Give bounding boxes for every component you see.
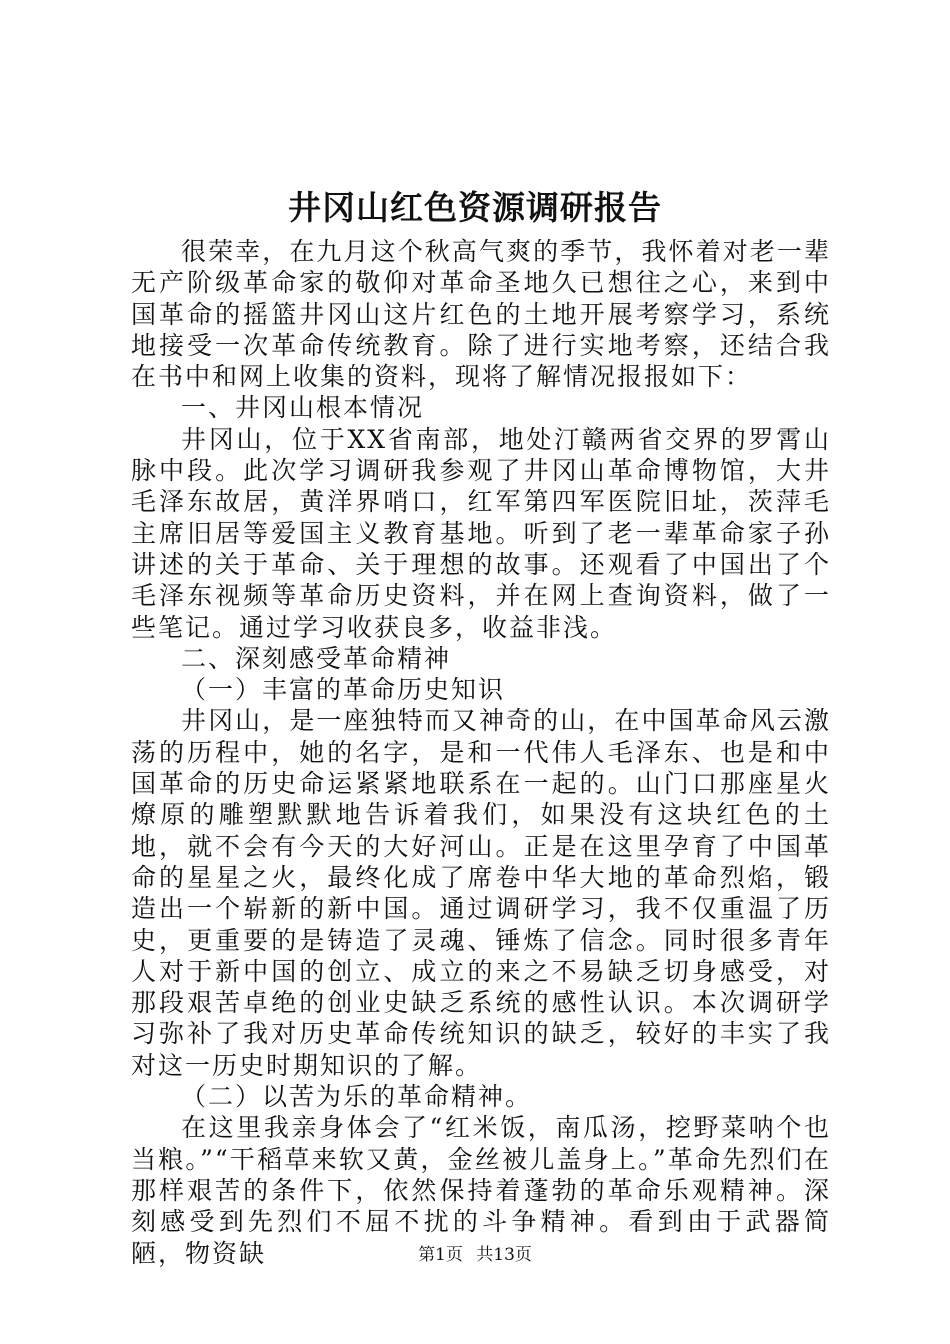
paragraph-history: 井冈山，是一座独特而又神奇的山，在中国革命风云激荡的历程中，她的名字，是和一代伟人毛泽东、也是和中国革命的历史命运紧紧地联系在一起的。山门口那座星火燎原的雕塑默默地告诉着我们，如果没有这块红色的土地，就不会有今天的大好河山。正是在这里孕育了中国革命的星星之火，最终化成了席卷中华大地的革命烈焰，锻造出一个崭新的新中国。通过调研学习，我不仅重温了历史，更重要的是铸造了灵魂、锤炼了信念。同时很多青年人对于新中国的创立、成立的来之不易缺乏切身感受，对那段艰苦卓绝的创业史缺乏系统的感性认识。本次调研学习弥补了我对历史革命传统知识的缺乏，较好的丰实了我对这一历史时期知识的了解。 — [131, 706, 831, 1080]
subsection-heading-1: （一）丰富的革命历史知识 — [181, 675, 506, 705]
section-heading-1: 一、井冈山根本情况 — [181, 393, 425, 423]
page-number: 第1页 — [418, 1245, 463, 1265]
page-footer — [0, 1244, 950, 1266]
paragraph-overview: 井冈山，位于XX省南部，地处汀赣两省交界的罗霄山脉中段。此次学习调研我参观了井冈山革命博物馆，大井毛泽东故居，黄洋界哨口，红军第四军医院旧址，茨萍毛主席旧居等爱国主义教育基地。听到了老一辈革命家子孙讲述的关于革命、关于理想的故事。还观看了中国出了个毛泽东视频等革命历史资料，并在网上查询资料，做了一些笔记。通过学习收获良多，收益非浅。 — [131, 424, 831, 642]
subsection-heading-2: （二）以苦为乐的革命精神。 — [181, 1082, 533, 1112]
paragraph-intro: 很荣幸，在九月这个秋高气爽的季节，我怀着对老一辈无产阶级革命家的敬仰对革命圣地久已想往之心，来到中国革命的摇篮井冈山这片红色的土地开展考察学习，系统地接受一次革命传统教育。除了进行实地考察，还结合我在书中和网上收集的资料，现将了解情况报报如下： — [131, 237, 831, 392]
document-title: 井冈山红色资源调研报告 — [288, 188, 662, 227]
section-heading-2: 二、深刻感受革命精神 — [181, 643, 452, 673]
document-body — [131, 236, 831, 1269]
page-total: 共13页 — [476, 1245, 532, 1265]
paragraph-spirit: 在这里我亲身体会了“红米饭，南瓜汤，挖野菜呐个也当粮。”“干稻草来软又黄，金丝被儿盖身上。”革命先烈们在那样艰苦的条件下，依然保持着蓬勃的革命乐观精神。深刻感受到先烈们不屈不扰的斗争精神。看到由于武器简陋，物资缺 — [131, 1113, 831, 1268]
